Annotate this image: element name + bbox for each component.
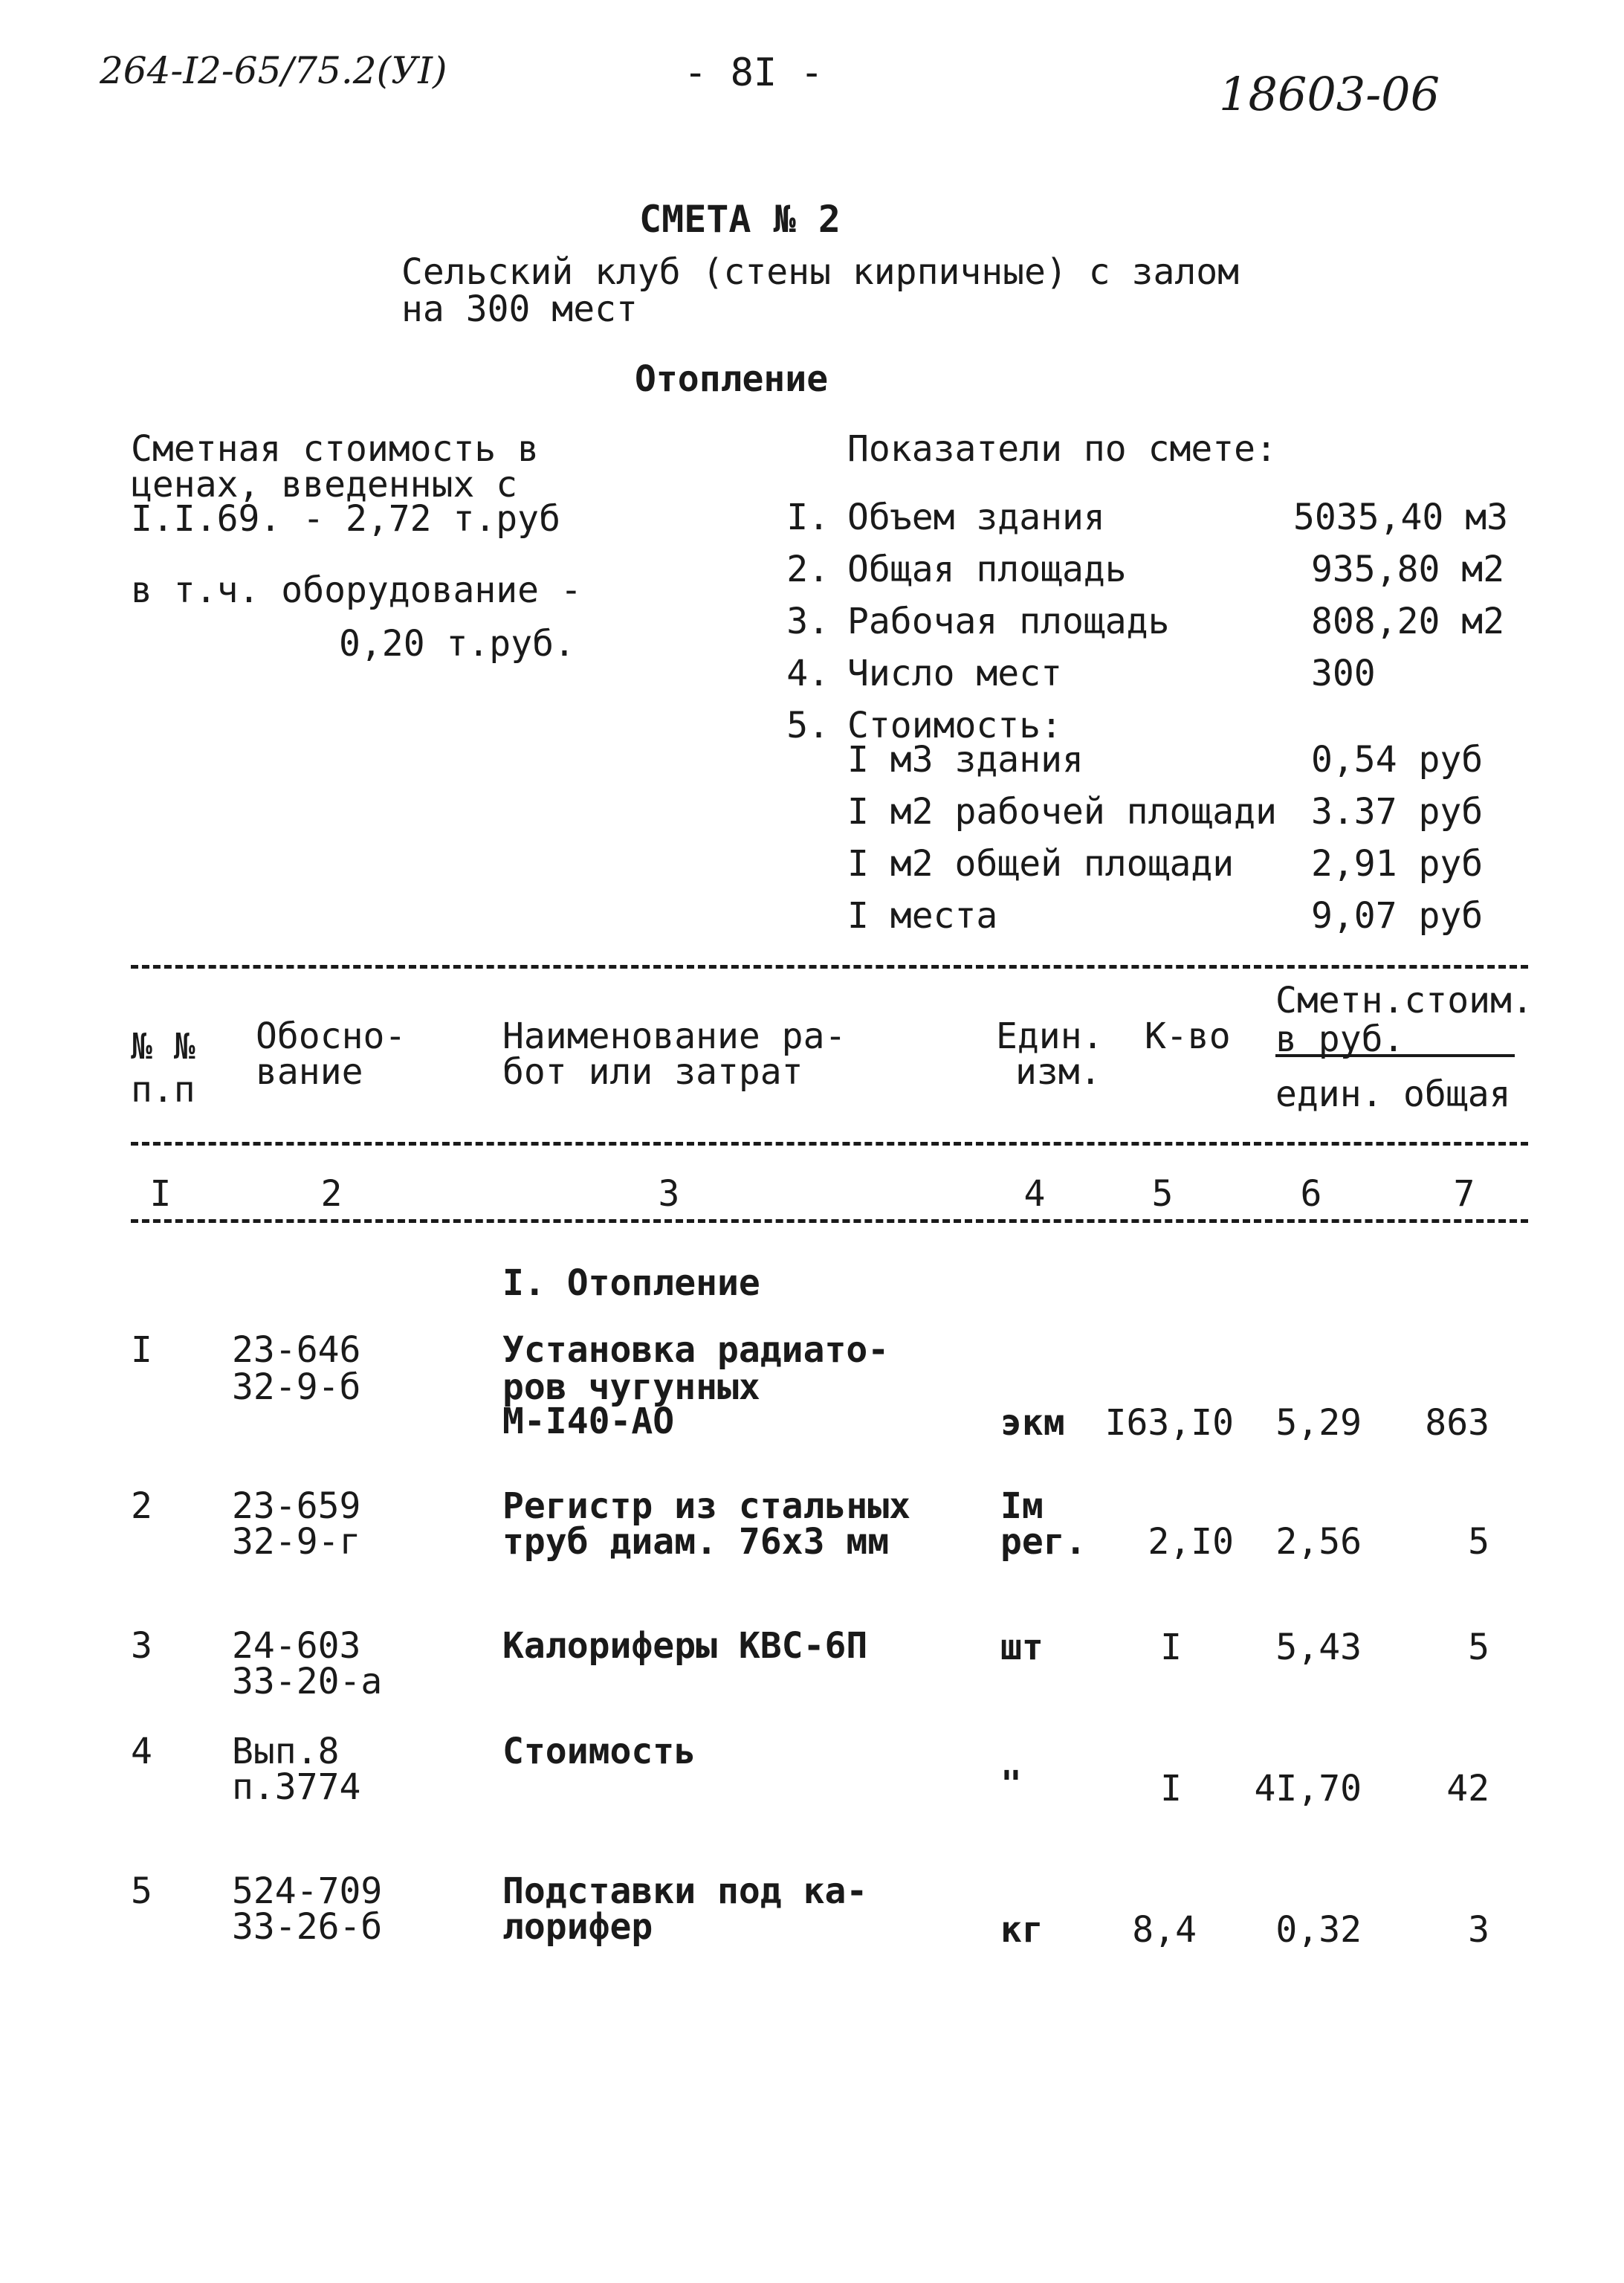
header-name-2: бот или затрат <box>502 1051 803 1093</box>
section-title: Отопление <box>635 358 829 400</box>
header-basis-1: Обосно- <box>256 1015 407 1057</box>
row-basis-2: 32-9-г <box>232 1521 361 1563</box>
row-unit-cost: 5,43 <box>1275 1627 1362 1668</box>
indicators-heading: Показатели по смете: <box>847 428 1277 470</box>
indicator-label: Рабочая площадь <box>847 601 1170 642</box>
row-qty: I63,I0 <box>1104 1402 1234 1444</box>
header-cost-underline <box>1275 1054 1515 1057</box>
unit-cost-value: 0,54 руб <box>1311 739 1484 781</box>
row-name-2: труб диам. 76х3 мм <box>502 1521 890 1563</box>
indicator-label: Стоимость: <box>847 705 1062 746</box>
row-name-1: Стоимость <box>502 1731 696 1772</box>
row-basis-2: 33-20-а <box>232 1661 383 1702</box>
row-qty: 2,I0 <box>1148 1521 1234 1563</box>
header-unit-2: изм. <box>1015 1051 1101 1093</box>
row-unit-cost: 4I,70 <box>1254 1768 1362 1809</box>
row-name-2: ров чугунных <box>502 1366 760 1408</box>
row-unit: шт <box>1000 1627 1044 1668</box>
column-number: I <box>149 1173 172 1215</box>
header-cost-total: общая <box>1403 1073 1511 1115</box>
row-basis-1: 23-646 <box>232 1329 361 1371</box>
row-basis-1: 24-603 <box>232 1625 361 1667</box>
header-cost-unit: един. <box>1275 1073 1383 1115</box>
row-total: 3 <box>1468 1909 1489 1951</box>
row-unit: Iм <box>1000 1485 1044 1527</box>
smeta-title: СМЕТА № 2 <box>639 198 841 241</box>
divider <box>131 1142 1528 1146</box>
document-code: 264-I2-65/75.2(УI) <box>100 49 447 92</box>
column-number: 7 <box>1453 1173 1475 1215</box>
unit-cost-label: I м2 рабочей площади <box>847 791 1277 833</box>
unit-cost-value: 3.37 руб <box>1311 791 1484 833</box>
unit-cost-value: 9,07 руб <box>1311 895 1484 937</box>
row-name-1: Подставки под ка- <box>502 1870 868 1912</box>
column-number: 6 <box>1300 1173 1322 1215</box>
cost-line-1: Сметная стоимость в <box>131 428 540 470</box>
object-line-1: Сельский клуб (стены кирпичные) с залом <box>401 251 1240 293</box>
page-number: - 8I - <box>684 51 824 95</box>
unit-cost-label: I м2 общей площади <box>847 843 1235 885</box>
indicator-label: Объем здания <box>847 497 1105 538</box>
row-basis-2: 32-9-б <box>232 1366 361 1408</box>
header-qty: К-во <box>1145 1015 1231 1057</box>
row-name-2: лорифер <box>502 1906 653 1948</box>
indicator-value: 808,20 м2 <box>1311 601 1505 642</box>
row-name-3: М-I40-АО <box>502 1401 675 1442</box>
unit-cost-label: I места <box>847 895 998 937</box>
column-number: 5 <box>1151 1173 1174 1215</box>
indicator-value: 935,80 м2 <box>1311 549 1505 590</box>
row-basis-1: Вып.8 <box>232 1731 340 1772</box>
row-name-1: Калориферы КВС-6П <box>502 1625 868 1667</box>
row-name-1: Регистр из стальных <box>502 1485 911 1527</box>
column-number: 3 <box>658 1173 680 1215</box>
header-num-2: п.п <box>131 1069 195 1111</box>
stamp-number: 18603-06 <box>1219 67 1440 121</box>
row-unit-cost: 5,29 <box>1275 1402 1362 1444</box>
cost-line-2: ценах, введенных с <box>131 464 518 506</box>
row-basis-2: 33-26-б <box>232 1906 383 1948</box>
indicator-num: 4. <box>786 653 829 694</box>
row-unit: кг <box>1000 1909 1044 1951</box>
row-num: 3 <box>131 1625 152 1667</box>
indicator-value: 5035,40 м3 <box>1293 497 1508 538</box>
indicator-num: 5. <box>786 705 829 746</box>
row-basis-1: 23-659 <box>232 1485 361 1527</box>
header-unit-1: Един. <box>996 1015 1104 1057</box>
row-unit-2: рег. <box>1000 1521 1087 1563</box>
cost-line-3: I.I.69. - 2,72 т.руб <box>131 498 560 540</box>
divider <box>131 1219 1528 1223</box>
row-qty: 8,4 <box>1132 1909 1197 1951</box>
row-unit: экм <box>1000 1402 1065 1444</box>
object-line-2: на 300 мест <box>401 288 638 330</box>
table-section-title: I. Отопление <box>502 1262 760 1304</box>
row-unit-cost: 2,56 <box>1275 1521 1362 1563</box>
indicator-label: Число мест <box>847 653 1062 694</box>
row-total: 5 <box>1468 1521 1489 1563</box>
row-name-1: Установка радиато- <box>502 1329 890 1371</box>
indicator-num: I. <box>786 497 829 538</box>
column-number: 4 <box>1023 1173 1046 1215</box>
header-num-1: № № <box>131 1026 195 1068</box>
indicator-num: 2. <box>786 549 829 590</box>
unit-cost-label: I м3 здания <box>847 739 1084 781</box>
equipment-line-2: 0,20 т.руб. <box>339 623 575 665</box>
divider <box>131 965 1528 969</box>
row-num: I <box>131 1329 152 1371</box>
row-basis-1: 524-709 <box>232 1870 383 1912</box>
row-total: 863 <box>1425 1402 1489 1444</box>
column-number: 2 <box>320 1173 343 1215</box>
row-total: 42 <box>1446 1768 1489 1809</box>
unit-cost-value: 2,91 руб <box>1311 843 1484 885</box>
indicator-value: 300 <box>1311 653 1376 694</box>
indicator-label: Общая площадь <box>847 549 1127 590</box>
row-qty: I <box>1160 1768 1182 1809</box>
header-cost-2: в руб. <box>1275 1018 1405 1060</box>
header-basis-2: вание <box>256 1051 363 1093</box>
row-unit-cost: 0,32 <box>1275 1909 1362 1951</box>
row-basis-2: п.3774 <box>232 1766 361 1808</box>
row-unit: " <box>1000 1763 1022 1805</box>
row-num: 4 <box>131 1731 152 1772</box>
row-qty: I <box>1160 1627 1182 1668</box>
equipment-line-1: в т.ч. оборудование - <box>131 569 582 611</box>
row-num: 5 <box>131 1870 152 1912</box>
header-name-1: Наименование ра- <box>502 1015 847 1057</box>
header-cost-1: Сметн.стоим. <box>1275 980 1533 1021</box>
row-total: 5 <box>1468 1627 1489 1668</box>
indicator-num: 3. <box>786 601 829 642</box>
row-num: 2 <box>131 1485 152 1527</box>
